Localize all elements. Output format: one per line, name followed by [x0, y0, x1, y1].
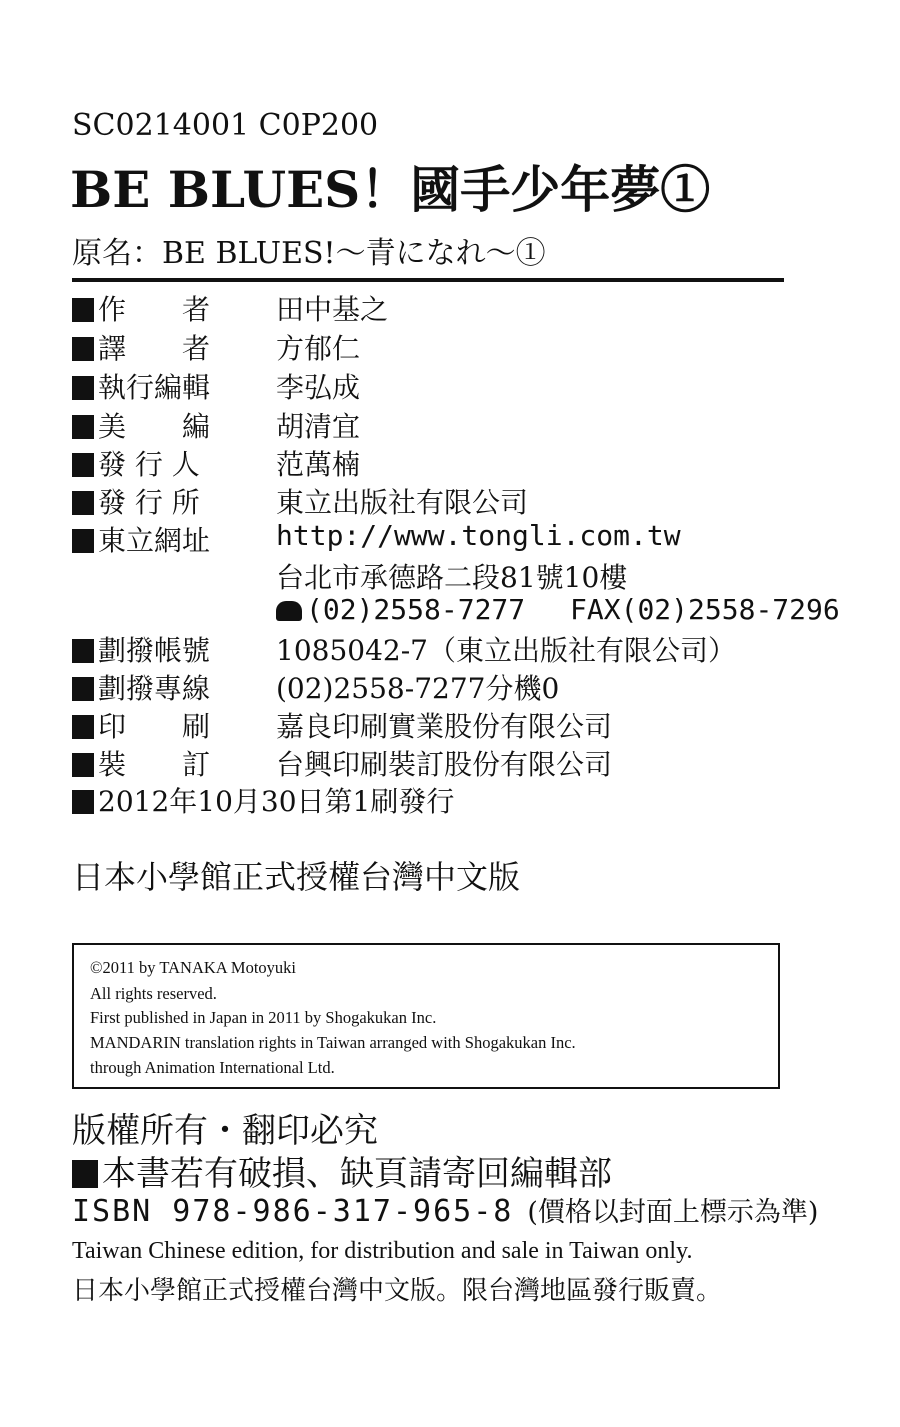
isbn-line [72, 1190, 818, 1229]
copyright-line: through Animation International Ltd. [90, 1058, 335, 1077]
copyright-line: MANDARIN translation rights in Taiwan arranged with Shogakukan Inc. [90, 1033, 576, 1052]
authorization-statement: 日本小學館正式授權台灣中文版 [72, 858, 521, 896]
fax-number: FAX(02)2558-7296 [570, 593, 840, 626]
credit-value-publisher: 范萬楠 [276, 448, 361, 481]
bullet-icon [72, 1160, 98, 1188]
rights-notice: 版權所有・翻印必究 [72, 1111, 378, 1151]
publish-date: 2012年10月30日第1刷發行 [72, 780, 454, 820]
divider-rule [72, 278, 784, 282]
damage-notice: 本書若有破損、缺頁請寄回編輯部 [72, 1146, 612, 1195]
bullet-icon [72, 790, 94, 814]
distribution-english: Taiwan Chinese edition, for distribution and sale in Taiwan only. [72, 1238, 693, 1264]
credit-label-translator: 譯 者 [72, 327, 210, 367]
credit-label-hotline: 劃撥專線 [72, 667, 210, 707]
bullet-icon [72, 529, 94, 553]
address-text: 台北市承德路二段81號10樓 [276, 561, 628, 594]
credit-value-printer: 嘉良印刷實業股份有限公司 [276, 710, 613, 743]
bullet-icon [72, 753, 94, 777]
bullet-icon [72, 453, 94, 477]
copyright-line: All rights reserved. [90, 984, 217, 1003]
credit-label-binding: 裝 訂 [72, 743, 210, 783]
credit-value-editor: 李弘成 [276, 371, 361, 404]
credit-label-account: 劃撥帳號 [72, 629, 210, 669]
telephone-icon [276, 601, 302, 621]
bullet-icon [72, 491, 94, 515]
credit-value-translator: 方郁仁 [276, 332, 361, 365]
price-note: (價格以封面上標示為準) [527, 1197, 819, 1228]
credit-value-hotline: (02)2558-7277分機0 [276, 672, 560, 705]
original-title: 原名：BE BLUES!～青になれ～① [72, 236, 546, 271]
credit-value-author: 田中基之 [276, 293, 389, 326]
credit-value-website: http://www.tongli.com.tw [276, 519, 681, 552]
bullet-icon [72, 639, 94, 663]
product-code: SC0214001 C0P200 [72, 108, 379, 143]
copyright-line: First published in Japan in 2011 by Shogakukan Inc. [90, 1008, 437, 1027]
credit-label-publisher: 發 行 人 [72, 443, 200, 483]
book-title: BE BLUES！國手少年夢① [70, 160, 711, 219]
copyright-line: ©2011 by TANAKA Motoyuki [90, 958, 297, 977]
contact-line [276, 593, 840, 626]
credit-label-website: 東立網址 [72, 519, 210, 559]
bullet-icon [72, 715, 94, 739]
credit-label-art: 美 編 [72, 405, 210, 445]
bullet-icon [72, 337, 94, 361]
credit-value-art: 胡清宜 [276, 410, 361, 443]
bullet-icon [72, 677, 94, 701]
credit-label-author: 作 者 [72, 288, 210, 328]
bullet-icon [72, 415, 94, 439]
bullet-icon [72, 376, 94, 400]
credit-value-account: 1085042-7（東立出版社有限公司） [276, 634, 736, 667]
credit-label-publishing-house: 發 行 所 [72, 481, 200, 521]
credit-value-publishing-house: 東立出版社有限公司 [276, 486, 529, 519]
credit-label-editor: 執行編輯 [72, 366, 210, 406]
bullet-icon [72, 298, 94, 322]
phone-number: (02)2558-7277 [306, 593, 526, 626]
isbn-number: ISBN 978-986-317-965-8 [72, 1194, 514, 1229]
distribution-chinese: 日本小學館正式授權台灣中文版。限台灣地區發行販賣。 [72, 1276, 723, 1306]
credit-label-printer: 印 刷 [72, 705, 210, 745]
credit-value-binding: 台興印刷裝訂股份有限公司 [276, 748, 613, 781]
